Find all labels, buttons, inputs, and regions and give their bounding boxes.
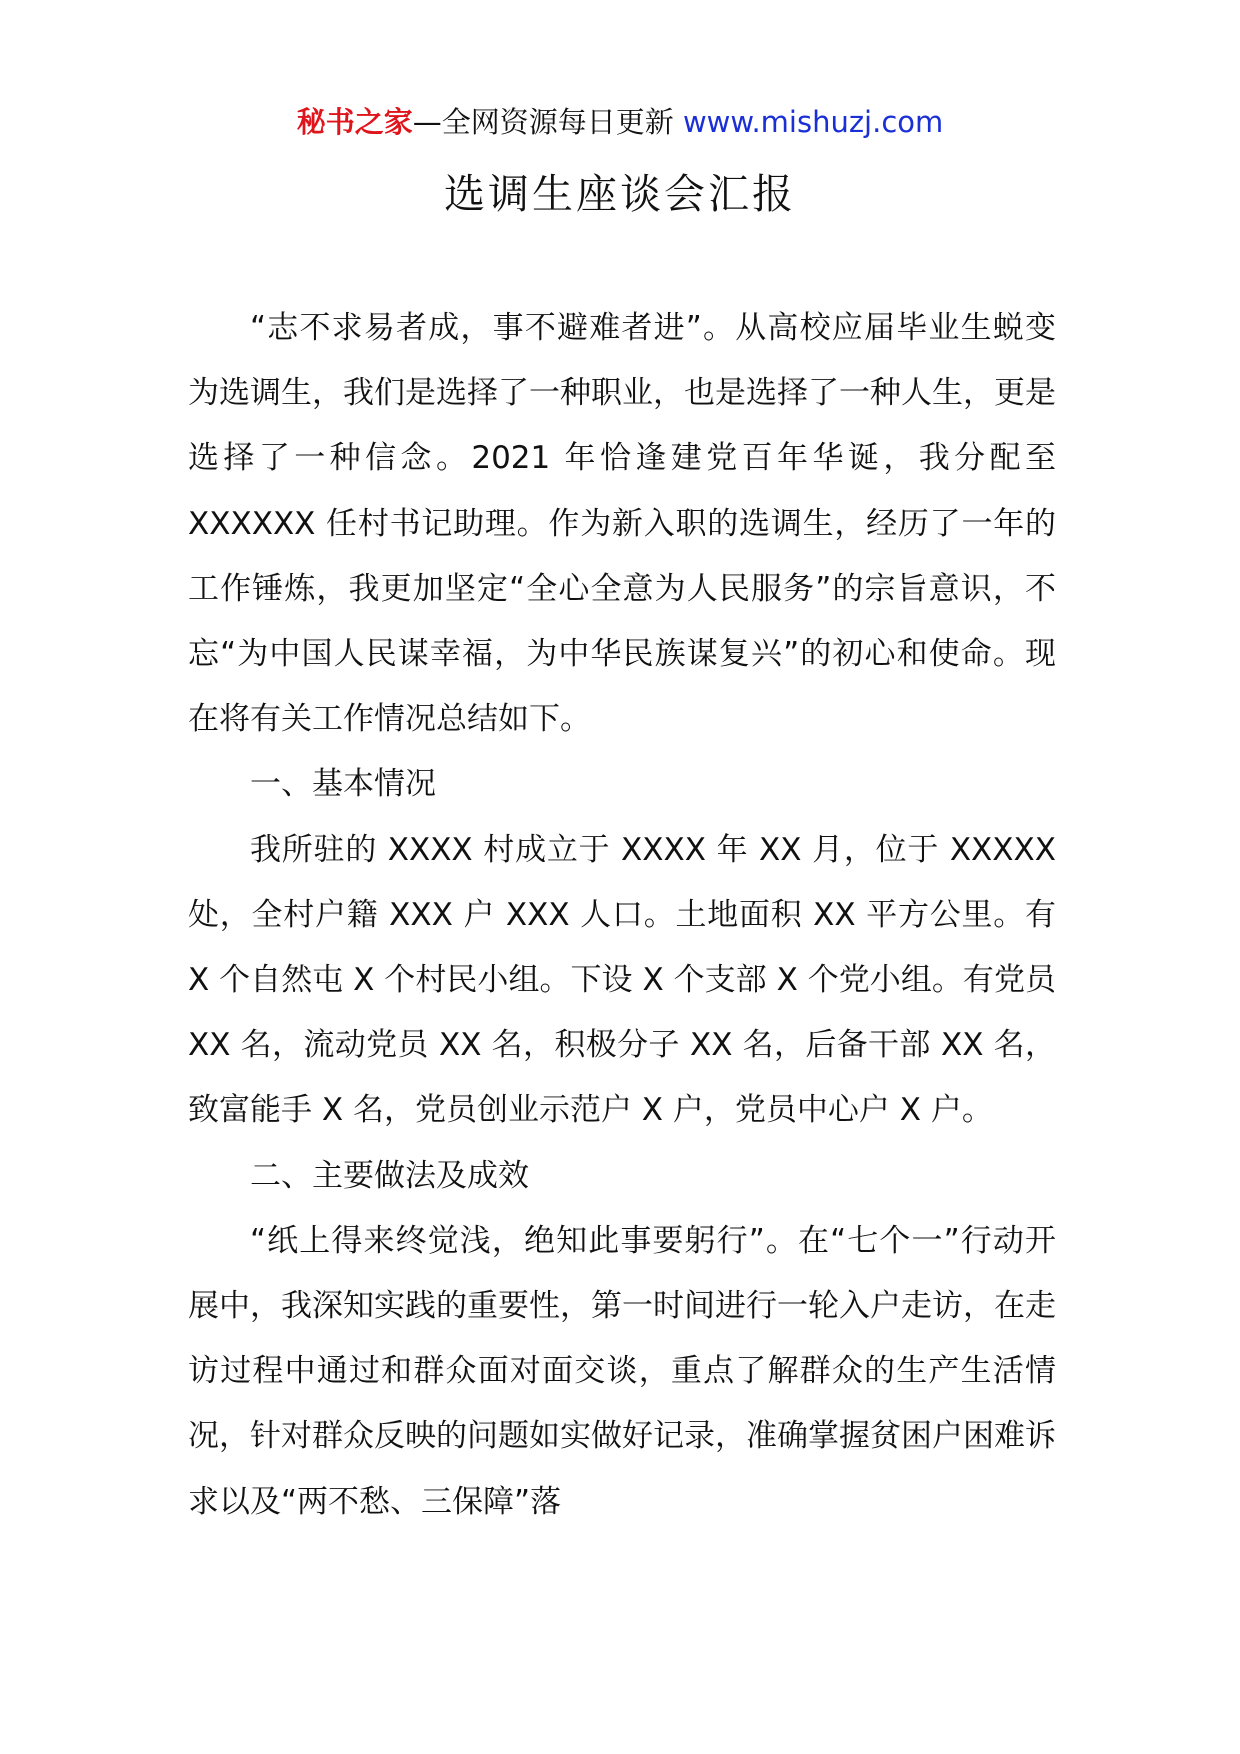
site-url-link[interactable]: www.mishuzj.com — [682, 105, 944, 139]
site-header — [0, 102, 1240, 142]
document-body — [188, 296, 1056, 1535]
site-tagline: —全网资源每日更新 — [412, 105, 674, 139]
site-name: 秘书之家 — [296, 105, 413, 139]
basic-situation-paragraph: 我所驻的 XXXX 村成立于 XXXX 年 XX 月，位于 XXXXX 处，全村户籍 XXX 户 XXX 人口。土地面积 XX 平方公里。有 X 个自然屯 X 个村民小组。下设 X 个支部 X 个党小组。有党员 XX 名，流动党员 XX 名，积极分子 XX 名，后备干部 XX 名，致富能手 X 名，党员创业示范户 X 户，党员中心户 X 户。 — [188, 831, 1056, 1129]
intro-paragraph: “志不求易者成，事不避难者进”。从高校应届毕业生蜕变为选调生，我们是选择了一种职业，也是选择了一种人生，更是选择了一种信念。2021 年恰逢建党百年华诞，我分配至 XXXXXX 任村书记助理。作为新入职的选调生，经历了一年的工作锤炼，我更加坚定“全心全意为人民服务”的宗旨意识，不忘“为中国人民谋幸福，为中华民族谋复兴”的初心和使命。现在将有关工作情况总结如下。 — [188, 310, 1056, 738]
document-title: 选调生座谈会汇报 — [444, 170, 796, 218]
section-heading-basic-situation: 一、基本情况 — [250, 766, 436, 803]
main-practices-paragraph: “纸上得来终觉浅，绝知此事要躬行”。在“七个一”行动开展中，我深知实践的重要性，第一时间进行一轮入户走访，在走访过程中通过和群众面对面交谈，重点了解群众的生产生活情况，针对群众反映的问题如实做好记录，准确掌握贫困户困难诉求以及“两不愁、三保障”落 — [188, 1222, 1056, 1520]
section-heading-main-practices: 二、主要做法及成效 — [250, 1157, 529, 1194]
